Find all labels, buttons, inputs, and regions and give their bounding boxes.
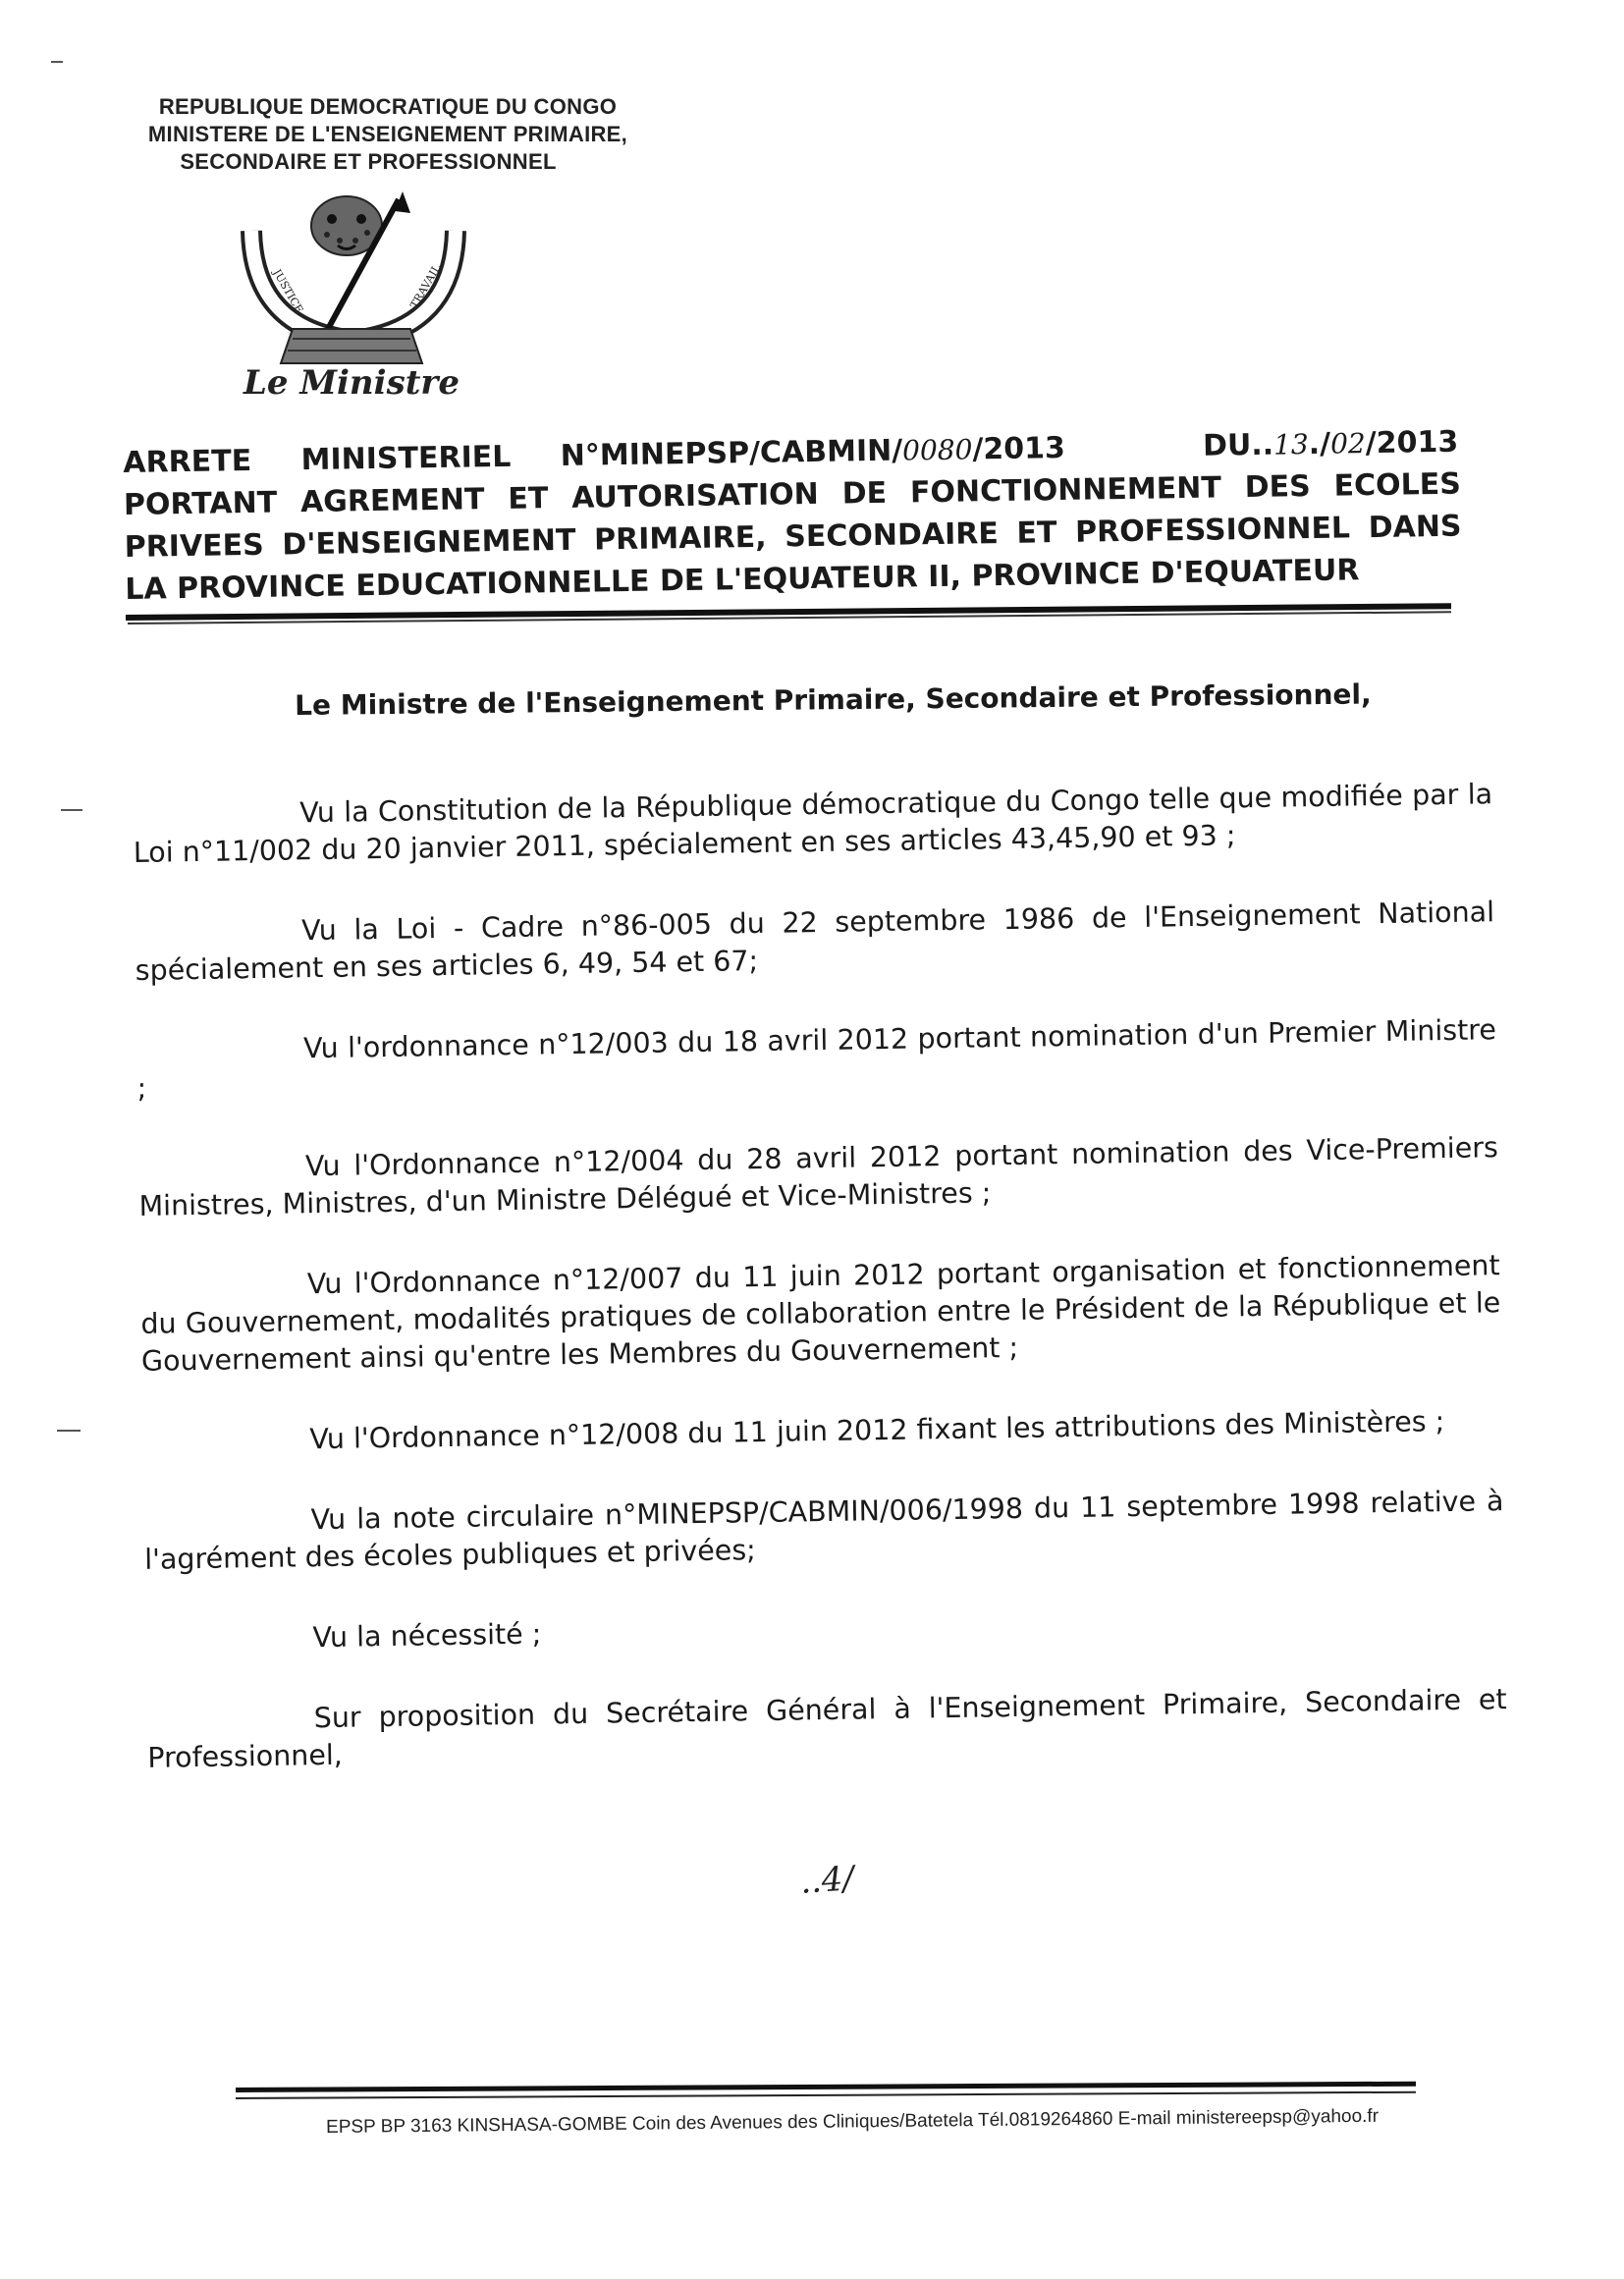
decree-date-year: /2013 <box>1365 424 1459 461</box>
footer-contact: EPSP BP 3163 KINSHASA-GOMBE Coin des Avenues des Cliniques/Batetela Tél.0819264860 E-mail ministereepsp@yahoo.fr <box>326 2105 1380 2138</box>
footer-divider <box>236 2082 1416 2092</box>
decree-month-handwritten: 02 <box>1329 427 1366 461</box>
page-continuation-mark: ..4/ <box>798 1859 856 1902</box>
decree-title-line2: PORTANT AGREMENT ET AUTORISATION DE FONCTIONNEMENT DES ECOLES <box>123 466 1462 522</box>
paragraph-note-circulaire: Vu la note circulaire n°MINEPSP/CABMIN/006/1998 du 11 septembre 1998 relative à l'agrément des écoles publiques et privées; <box>143 1485 1504 1576</box>
country-name: REPUBLIQUE DEMOCRATIQUE DU CONGO <box>158 94 618 119</box>
letterhead <box>113 93 663 176</box>
ministry-name-line1: MINISTERE DE L'ENSEIGNEMENT PRIMAIRE, <box>147 122 628 146</box>
decree-title-line1: ARRETE MINISTERIEL N°MINEPSP/CABMIN/0080/2013 DU..13./02/2013 <box>123 424 1459 480</box>
decree-title-line4: LA PROVINCE EDUCATIONNELLE DE L'EQUATEUR II, PROVINCE D'EQUATEUR <box>125 553 1360 607</box>
scan-speck <box>51 61 63 63</box>
decree-title-line3: PRIVEES D'ENSEIGNEMENT PRIMAIRE, SECONDAIRE ET PROFESSIONNEL DANS <box>124 509 1462 565</box>
paragraph-constitution: Vu la Constitution de la République démocratique du Congo telle que modifiée par la Loi n°11/002 du 20 janvier 2011, spécialement en ses articles 43,45,90 et 93 ; <box>133 778 1493 869</box>
paragraph-ordonnance-003: Vu l'ordonnance n°12/003 du 18 avril 2012 portant nomination d'un Premier Ministre ; <box>136 1013 1497 1105</box>
decree-body <box>133 776 1508 1820</box>
paragraph-ordonnance-007: Vu l'Ordonnance n°12/007 du 11 juin 2012 portant organisation et fonctionnement du Gouvernement, modalités pratiques de collaboration entre le Président de la République et le Gouvernement ainsi qu'entre les Membres du Gouvernement ; <box>140 1249 1501 1378</box>
footer-divider-thin <box>236 2091 1416 2099</box>
coat-of-arms-leopard-icon <box>234 191 474 368</box>
paragraph-proposition: Sur proposition du Secrétaire Général à l'Enseignement Primaire, Secondaire et Professionnel, <box>147 1683 1507 1774</box>
ministry-name-line2: SECONDAIRE ET PROFESSIONNEL <box>180 149 557 174</box>
decree-number-handwritten: 0080 <box>901 433 973 467</box>
date-label: DU <box>1202 427 1252 463</box>
decree-year: /2013 <box>972 430 1066 467</box>
addressee-line: Le Ministre de l'Enseignement Primaire, Secondaire et Professionnel, <box>295 678 1372 722</box>
decree-prefix: ARRETE MINISTERIEL N°MINEPSP/CABMIN/ <box>123 433 903 480</box>
scan-speck <box>61 809 82 811</box>
paragraph-loi-cadre: Vu la Loi - Cadre n°86-005 du 22 septembre 1986 de l'Enseignement National spécialement en ses articles 6, 49, 54 et 67; <box>135 895 1495 987</box>
decree-title <box>123 420 1471 610</box>
svg-text:TRAVAIL: TRAVAIL <box>407 261 444 311</box>
paragraph-ordonnance-004: Vu l'Ordonnance n°12/004 du 28 avril 2012 portant nomination des Vice-Premiers Ministres, Ministres, d'un Ministre Délégué et Vice-Ministres ; <box>138 1131 1499 1222</box>
svg-text:JUSTICE: JUSTICE <box>270 267 306 316</box>
paragraph-necessite: Vu la nécessité ; <box>312 1617 542 1655</box>
signatory-title: Le Ministre <box>244 363 460 403</box>
paragraph-ordonnance-008: Vu l'Ordonnance n°12/008 du 11 juin 2012 fixant les attributions des Ministères ; <box>309 1405 1445 1456</box>
scan-speck <box>57 1430 81 1432</box>
decree-day-handwritten: 13 <box>1272 428 1309 461</box>
